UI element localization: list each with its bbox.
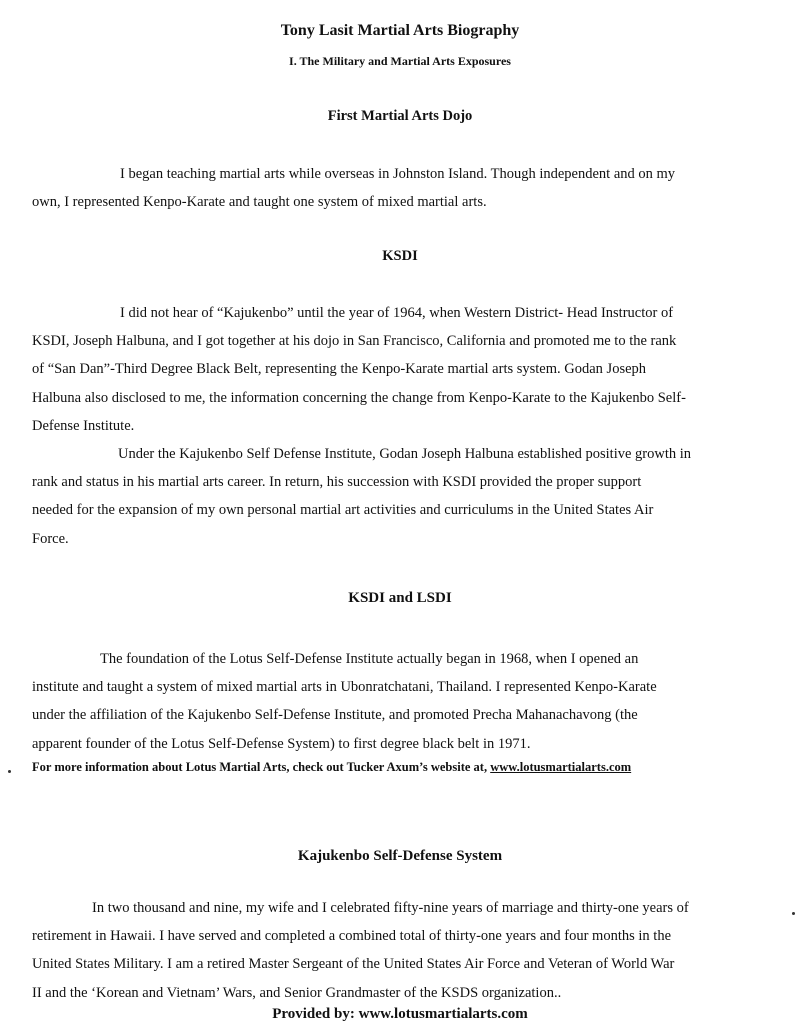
scan-speck — [8, 770, 11, 773]
section-heading-ksdi-lsdi: KSDI and LSDI — [348, 590, 452, 606]
paragraph-ksdi-2 — [32, 440, 777, 553]
section-heading-first-dojo: First Martial Arts Dojo — [327, 108, 473, 124]
paragraph-line: retirement in Hawaii. I have served and completed a combined total of thirty-one years and four months in the — [32, 928, 671, 945]
paragraph-line: In two thousand and nine, my wife and I celebrated fifty-nine years of marriage and thirty-one years of — [92, 900, 689, 916]
paragraph-first-dojo — [32, 160, 777, 216]
paragraph-line: Force. — [32, 530, 69, 547]
more-info-line — [32, 760, 631, 775]
paragraph-line: apparent founder of the Lotus Self-Defense System) to first degree black belt in 1971. — [32, 735, 531, 752]
website-link[interactable]: www.lotusmartialarts.com — [490, 760, 632, 774]
paragraph-kajukenbo — [32, 894, 777, 1007]
paragraph-ksdi-lsdi — [32, 645, 777, 758]
paragraph-line: The foundation of the Lotus Self-Defense Institute actually began in 1968, when I opened an — [100, 651, 639, 667]
section-heading-kajukenbo: Kajukenbo Self-Defense System — [297, 848, 503, 864]
paragraph-line: I did not hear of “Kajukenbo” until the year of 1964, when Western District- Head Instructor of — [120, 305, 674, 321]
document-title: Tony Lasit Martial Arts Biography — [280, 22, 520, 39]
more-info-text: For more information about Lotus Martial Arts, check out Tucker Axum’s website at, — [32, 760, 491, 774]
document-subtitle: I. The Military and Martial Arts Exposures — [289, 54, 511, 68]
paragraph-line: rank and status in his martial arts career. In return, his succession with KSDI provided the proper support — [32, 474, 642, 491]
paragraph-line: institute and taught a system of mixed martial arts in Ubonratchatani, Thailand. I represented Kenpo-Karate — [32, 679, 657, 696]
paragraph-line: under the affiliation of the Kajukenbo Self-Defense Institute, and promoted Precha Mahanachavong (the — [32, 707, 638, 724]
paragraph-line: own, I represented Kenpo-Karate and taught one system of mixed martial arts. — [32, 194, 487, 211]
paragraph-line: I began teaching martial arts while overseas in Johnston Island. Though independent and on my — [120, 166, 676, 182]
paragraph-line: Under the Kajukenbo Self Defense Institute, Godan Joseph Halbuna established positive growth in — [118, 446, 692, 462]
paragraph-line: Defense Institute. — [32, 417, 135, 434]
paragraph-line: Halbuna also disclosed to me, the information concerning the change from Kenpo-Karate to the Kajukenbo Self- — [32, 389, 686, 406]
footer-provided-by: Provided by: www.lotusmartialarts.com — [272, 1006, 528, 1022]
paragraph-line: of “San Dan”-Third Degree Black Belt, representing the Kenpo-Karate martial arts system. Godan Joseph — [32, 361, 647, 378]
section-heading-ksdi: KSDI — [382, 248, 418, 264]
paragraph-line: II and the ‘Korean and Vietnam’ Wars, and Senior Grandmaster of the KSDS organization.. — [32, 984, 562, 1001]
paragraph-line: needed for the expansion of my own personal martial art activities and curriculums in the United States Air — [32, 502, 654, 519]
paragraph-line: United States Military. I am a retired Master Sergeant of the United States Air Force and Veteran of World War — [32, 956, 675, 973]
paragraph-ksdi-1 — [32, 299, 777, 440]
paragraph-line: KSDI, Joseph Halbuna, and I got together at his dojo in San Francisco, California and promoted me to the rank — [32, 333, 677, 350]
scan-speck — [792, 912, 795, 915]
